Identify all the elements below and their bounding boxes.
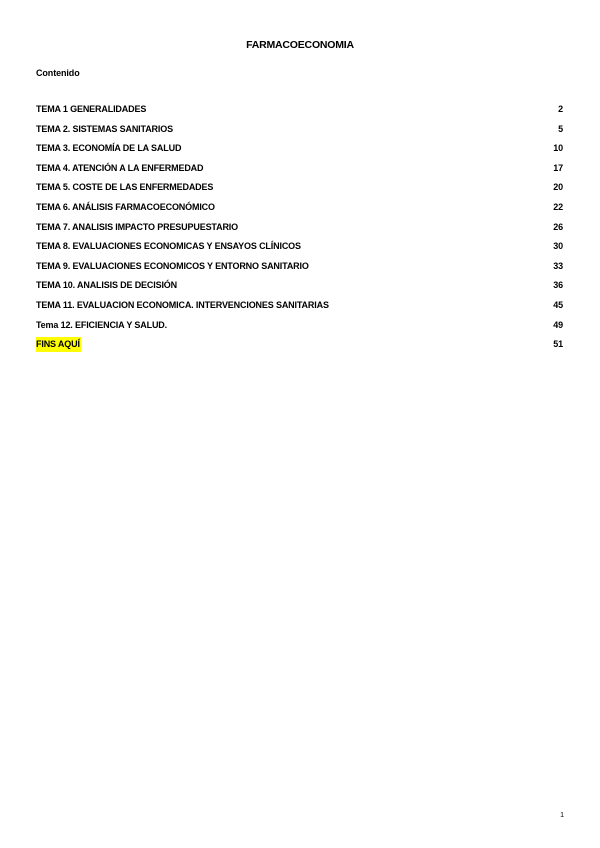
toc-entry-title: TEMA 1 GENERALIDADES (36, 104, 147, 114)
toc-entry-page: 10 (553, 143, 563, 154)
toc-entry-title: TEMA 3. ECONOMÍA DE LA SALUD (36, 143, 182, 154)
toc-entry-page: 26 (553, 221, 563, 232)
toc-entry-page: 45 (553, 299, 563, 310)
toc-entry[interactable] (36, 141, 563, 161)
page-number: 1 (560, 812, 564, 819)
toc-entry-page: 20 (553, 182, 563, 193)
toc-entry-title: TEMA 9. EVALUACIONES ECONOMICOS Y ENTORNO SANITARIO (36, 260, 309, 271)
toc-entry-title: Tema 12. EFICIENCIA Y SALUD. (36, 319, 168, 330)
toc-entry-page: 22 (553, 201, 563, 212)
toc-heading: Contenido (36, 68, 80, 78)
toc-entry-title: TEMA 11. EVALUACION ECONOMICA. INTERVENCIONES SANITARIAS (36, 299, 329, 310)
toc-entry[interactable] (36, 318, 563, 338)
toc-entry-title: TEMA 2. SISTEMAS SANITARIOS (36, 123, 173, 134)
toc-entry[interactable] (36, 122, 563, 142)
toc-entry-title: TEMA 6. ANÁLISIS FARMACOECONÓMICO (36, 201, 215, 212)
toc-entry-page: 30 (553, 241, 563, 252)
toc-entry-page: 5 (558, 123, 563, 134)
table-of-contents (36, 102, 563, 357)
toc-entry-highlighted[interactable] (36, 337, 563, 357)
document-title: FARMACOECONOMIA (246, 39, 354, 51)
toc-entry-page: 33 (553, 260, 563, 271)
toc-entry[interactable] (36, 161, 563, 181)
toc-entry[interactable] (36, 220, 563, 240)
toc-entry-page: 36 (553, 280, 563, 291)
toc-entry[interactable] (36, 298, 563, 318)
toc-entry-title: FINS AQUÍ (36, 337, 81, 352)
toc-entry-page: 49 (553, 319, 563, 330)
toc-entry[interactable] (36, 278, 563, 298)
toc-entry-title: TEMA 5. COSTE DE LAS ENFERMEDADES (36, 182, 214, 193)
toc-entry-title: TEMA 10. ANALISIS DE DECISIÓN (36, 280, 178, 291)
toc-entry-title: TEMA 8. EVALUACIONES ECONOMICAS Y ENSAYOS CLÍNICOS (36, 241, 301, 252)
toc-entry-title: TEMA 7. ANALISIS IMPACTO PRESUPUESTARIO (36, 221, 239, 232)
toc-entry[interactable] (36, 239, 563, 259)
toc-entry-page: 51 (553, 339, 563, 350)
toc-entry[interactable] (36, 180, 563, 200)
toc-entry-page: 2 (558, 104, 563, 114)
toc-entry-title: TEMA 4. ATENCIÓN A LA ENFERMEDAD (36, 162, 204, 173)
toc-entry[interactable] (36, 102, 563, 122)
toc-entry[interactable] (36, 259, 563, 279)
toc-entry-page: 17 (553, 162, 563, 173)
toc-entry[interactable] (36, 200, 563, 220)
